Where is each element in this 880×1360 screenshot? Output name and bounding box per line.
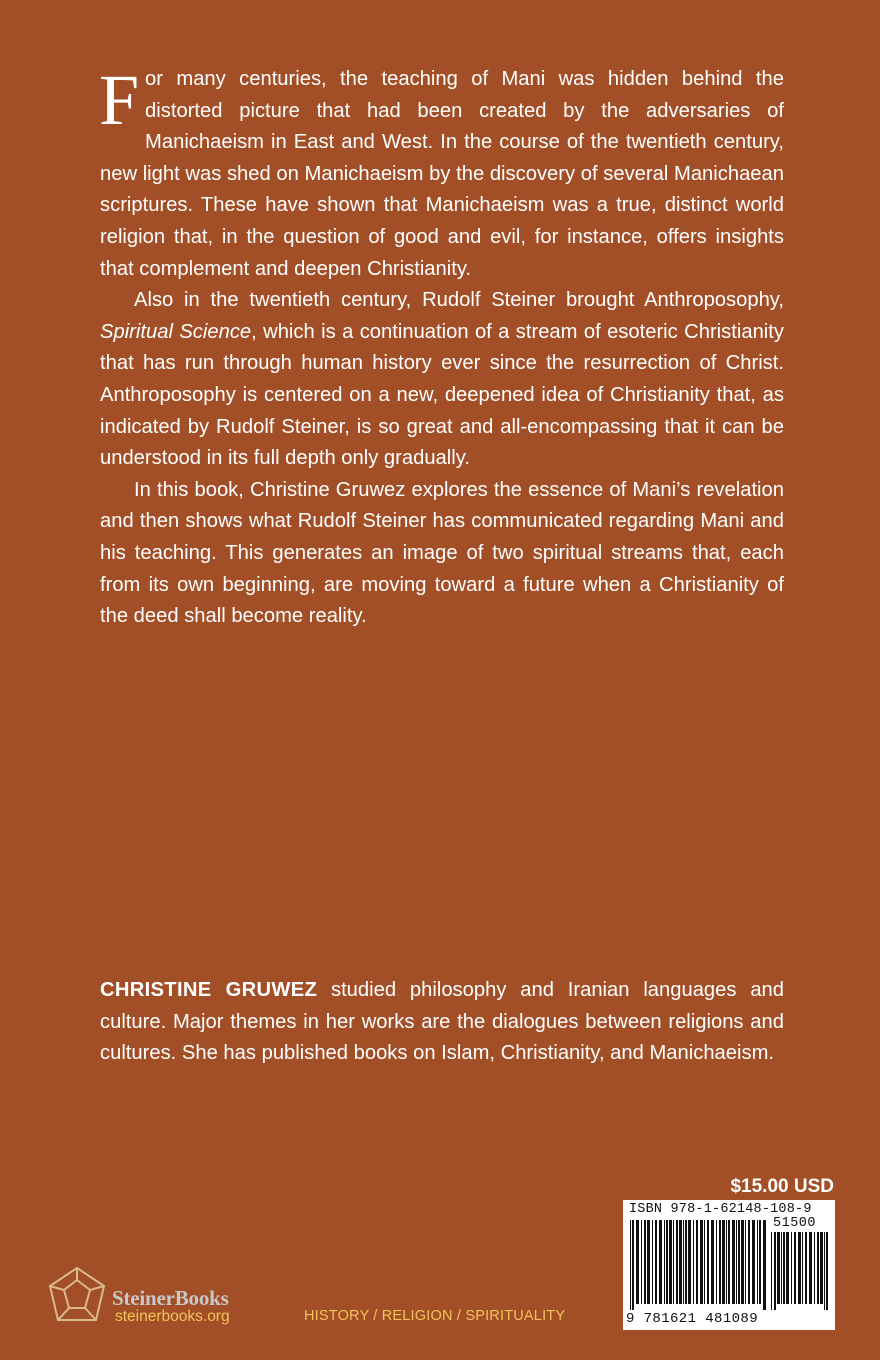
barcode-bar xyxy=(732,1220,735,1304)
barcode-bar xyxy=(777,1232,780,1304)
barcode-bar xyxy=(802,1232,803,1304)
barcode-bar xyxy=(726,1220,727,1304)
barcode-digits: 9 781621 481089 xyxy=(626,1311,759,1327)
barcode-bar xyxy=(741,1220,744,1304)
addon-barcode-bars xyxy=(771,1232,829,1310)
barcode-bar xyxy=(647,1220,650,1304)
barcode-bar xyxy=(728,1220,730,1304)
barcode-bar xyxy=(652,1220,653,1304)
barcode-bar xyxy=(655,1220,657,1304)
barcode-bar xyxy=(630,1220,631,1310)
barcode-bar xyxy=(711,1220,714,1304)
barcode-bar xyxy=(757,1220,758,1304)
barcode-bar xyxy=(814,1232,815,1304)
author-name: CHRISTINE GRUWEZ xyxy=(100,979,318,1001)
barcode-bar xyxy=(659,1220,662,1304)
addon-number: 51500 xyxy=(773,1216,817,1231)
barcode-bar xyxy=(748,1220,750,1304)
author-bio xyxy=(100,975,784,1070)
barcode-bar xyxy=(771,1232,772,1310)
barcode-bar xyxy=(669,1220,672,1304)
barcode-bar xyxy=(685,1220,687,1304)
paragraph-1-text: or many centuries, the teaching of Mani was hidden behind the distorted picture that had been created by the adversaries of Manichaeism in East and West. In the course of the twentieth century, new light was shed on Manichaeism by the discovery of several Manichaean scriptures. These have shown that Manichaeism was a true, distinct world religion that, in the question of good and evil, for instance, offers insights that complement and deepen Christianity. xyxy=(100,68,784,280)
price-label: $15.00 USD xyxy=(730,1176,834,1197)
barcode-bar xyxy=(632,1220,634,1310)
barcode-bar xyxy=(644,1220,646,1304)
barcode-bar xyxy=(688,1220,691,1304)
barcode-bar xyxy=(664,1220,665,1304)
barcode-bar xyxy=(798,1232,801,1304)
barcode-bar xyxy=(676,1220,678,1304)
description-paragraph-1 xyxy=(99,60,784,285)
barcode-bar xyxy=(791,1232,792,1304)
barcode-bar xyxy=(781,1232,782,1304)
barcode-bar xyxy=(716,1220,717,1304)
barcode-bar xyxy=(683,1220,684,1304)
category-label: HISTORY / RELIGION / SPIRITUALITY xyxy=(304,1308,566,1324)
barcode-bar xyxy=(809,1232,812,1304)
ean-barcode-bars xyxy=(630,1220,768,1310)
isbn-number: ISBN 978-1-62148-108-9 xyxy=(629,1202,812,1217)
steinerbooks-logo-icon xyxy=(44,1264,110,1328)
barcode-bar xyxy=(679,1220,682,1304)
barcode-bar xyxy=(794,1232,796,1304)
barcode-bar xyxy=(759,1220,761,1304)
barcode-bar xyxy=(763,1220,766,1310)
barcode-bar xyxy=(736,1220,737,1304)
barcode-bar xyxy=(805,1232,807,1304)
barcode-bar xyxy=(636,1220,639,1304)
barcode-bar xyxy=(824,1232,825,1310)
barcode-bar xyxy=(673,1220,674,1304)
barcode-bar xyxy=(700,1220,703,1304)
barcode-bar xyxy=(817,1232,819,1304)
book-description xyxy=(99,60,784,633)
barcode-bar xyxy=(641,1220,642,1304)
barcode-bar xyxy=(774,1232,776,1310)
barcode-bar xyxy=(745,1220,746,1304)
barcode-bar xyxy=(820,1232,823,1304)
paragraph-2-end: , which is a continuation of a stream of esoteric Christianity that has run through human history ever since the resurrection of Christ. Anthroposophy is centered on a new, deepened idea of Christianity that, as indicated by Rudolf Steiner, is so great and all-encompassing that it can be understood in its full depth only gradually. xyxy=(100,320,784,470)
barcode-bar xyxy=(696,1220,698,1304)
barcode-bar xyxy=(704,1220,705,1304)
isbn-barcode xyxy=(623,1200,835,1330)
barcode-bar xyxy=(722,1220,725,1304)
description-paragraph-3: In this book, Christine Gruwez explores the essence of Mani’s revelation and then shows what Rudolf Steiner has communicated regarding Mani and his teaching. This generates an image of two spiritual streams that, each from its own beginning, are moving toward a future when a Christianity of the deed shall become reality. xyxy=(100,478,784,628)
barcode-bar xyxy=(783,1232,785,1304)
author-bio-text: studied philosophy and Iranian languages and culture. Major themes in her works are the dialogues between religions and cultures. She has published books on Islam, Christianity, and Manichaeism. xyxy=(100,979,784,1065)
barcode-bar xyxy=(786,1232,789,1304)
description-paragraph-2 xyxy=(100,285,784,475)
barcode-bar xyxy=(719,1220,721,1304)
barcode-bar xyxy=(826,1232,828,1310)
publisher-name: SteinerBooks xyxy=(112,1286,229,1310)
barcode-bar xyxy=(693,1220,694,1304)
paragraph-2-start: Also in the twentieth century, Rudolf Steiner brought Anthroposophy, xyxy=(134,289,784,312)
drop-cap: F xyxy=(99,60,140,140)
publisher-url[interactable]: steinerbooks.org xyxy=(115,1308,230,1325)
italic-term: Spiritual Science xyxy=(100,320,252,343)
barcode-bar xyxy=(707,1220,709,1304)
barcode-bar xyxy=(738,1220,740,1304)
barcode-bar xyxy=(666,1220,668,1304)
barcode-bar xyxy=(752,1220,755,1304)
